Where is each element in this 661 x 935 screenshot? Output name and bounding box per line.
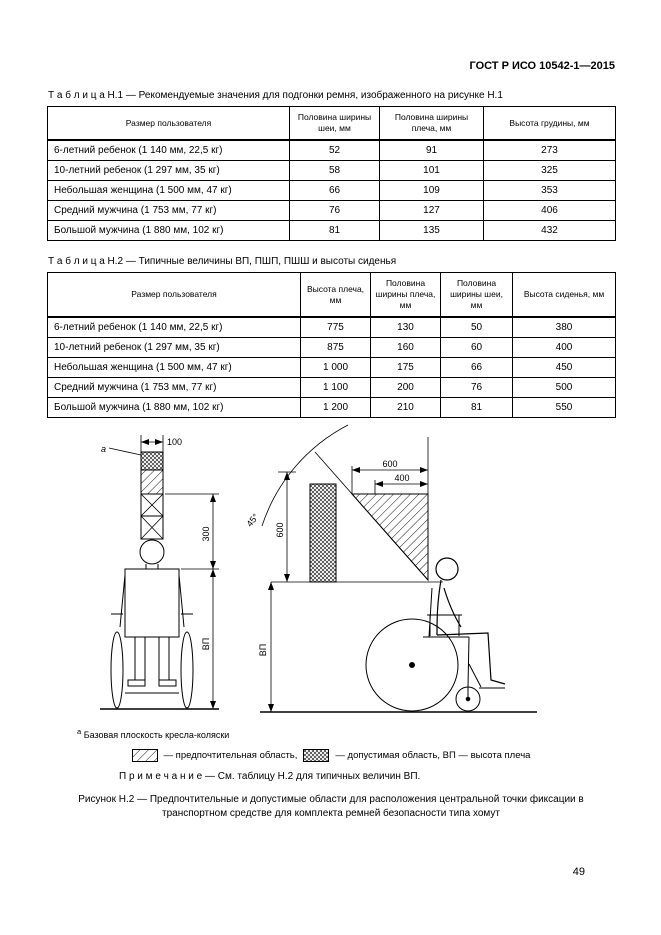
table-cell: 130 xyxy=(371,317,441,338)
table-cell: 353 xyxy=(484,181,616,201)
table-cell: 406 xyxy=(484,201,616,221)
dim-label-vp-side: ВП xyxy=(258,643,268,657)
table-cell: 1 100 xyxy=(301,378,371,398)
doc-number: ГОСТ Р ИСО 10542-1—2015 xyxy=(469,60,615,72)
column-header: Высота плеча, мм xyxy=(301,273,371,318)
table-h1 xyxy=(47,106,616,241)
table-cell: Небольшая женщина (1 500 мм, 47 кг) xyxy=(48,358,301,378)
column-header: Половина ширины плеча, мм xyxy=(380,107,484,141)
table-h2-header-row xyxy=(48,273,616,318)
table-cell: 101 xyxy=(380,161,484,181)
figure-note: П р и м е ч а н и е — См. таблицу Н.2 для типичных величин ВП. xyxy=(119,771,421,783)
column-header: Высота грудины, мм xyxy=(484,107,616,141)
dim-label-300: 300 xyxy=(201,526,211,542)
table-cell: 325 xyxy=(484,161,616,181)
column-header: Половина ширины плеча, мм xyxy=(371,273,441,318)
column-header: Высота сиденья, мм xyxy=(513,273,616,318)
dim-label-600-top: 600 xyxy=(382,459,398,470)
table-cell: 52 xyxy=(290,140,380,161)
page-content xyxy=(47,90,615,820)
figure-h2-drawing xyxy=(75,422,615,722)
front-view-person xyxy=(120,540,184,686)
table-cell: 50 xyxy=(441,317,513,338)
table-h1-caption: Т а б л и ц а Н.1 — Рекомендуемые значения для подгонки ремня, изображенного на рисунке Н.1 xyxy=(48,90,503,101)
legend-preferred-swatch xyxy=(132,749,158,762)
table-row xyxy=(48,398,616,418)
dim-600-top xyxy=(352,466,428,494)
table-cell: 10-летний ребенок (1 297 мм, 35 кг) xyxy=(48,161,290,181)
table-cell: 450 xyxy=(513,358,616,378)
footnote-marker: а xyxy=(77,727,82,737)
dim-100 xyxy=(141,435,163,452)
table-cell: 66 xyxy=(441,358,513,378)
dim-label-600-vertical: 600 xyxy=(275,522,285,538)
footnote-text: Базовая плоскость кресла-коляски xyxy=(83,730,230,741)
side-view-wheelchair xyxy=(366,588,505,711)
table-cell: 6-летний ребенок (1 140 мм, 22,5 кг) xyxy=(48,317,301,338)
strap-band xyxy=(141,452,163,539)
leader-a-line xyxy=(109,448,141,455)
table-cell: 135 xyxy=(380,221,484,241)
table-cell: Небольшая женщина (1 500 мм, 47 кг) xyxy=(48,181,290,201)
table-cell: Средний мужчина (1 753 мм, 77 кг) xyxy=(48,201,290,221)
table-cell: 10-летний ребенок (1 297 мм, 35 кг) xyxy=(48,338,301,358)
table-row xyxy=(48,358,616,378)
table-row xyxy=(48,181,616,201)
table-cell: 160 xyxy=(371,338,441,358)
table-cell: 109 xyxy=(380,181,484,201)
table-cell: Большой мужчина (1 880 мм, 102 кг) xyxy=(48,398,301,418)
table-cell: 210 xyxy=(371,398,441,418)
angle-45-label: 45° xyxy=(244,511,261,529)
table-cell: 1 200 xyxy=(301,398,371,418)
table-row xyxy=(48,140,616,161)
table-cell: 76 xyxy=(290,201,380,221)
table-cell: 775 xyxy=(301,317,371,338)
table-cell: 875 xyxy=(301,338,371,358)
allowed-area xyxy=(310,484,336,582)
front-view xyxy=(100,435,219,709)
side-view xyxy=(245,425,537,712)
table-row xyxy=(48,338,616,358)
table-cell: 60 xyxy=(441,338,513,358)
table-cell: 81 xyxy=(290,221,380,241)
table-cell: 66 xyxy=(290,181,380,201)
table-cell: 175 xyxy=(371,358,441,378)
column-header: Размер пользователя xyxy=(48,273,301,318)
table-h2-caption: Т а б л и ц а Н.2 — Типичные величины ВП, ПШП, ПШШ и высоты сиденья xyxy=(48,256,397,268)
table-cell: 91 xyxy=(380,140,484,161)
dim-label-100: 100 xyxy=(167,437,183,448)
table-cell: 6-летний ребенок (1 140 мм, 22,5 кг) xyxy=(48,140,290,161)
table-row xyxy=(48,201,616,221)
table-row xyxy=(48,221,616,241)
figure-legend xyxy=(47,749,615,762)
dim-label-vp-front: ВП xyxy=(201,637,211,651)
dim-label-400: 400 xyxy=(394,473,410,484)
column-header: Половина ширины шеи, мм xyxy=(290,107,380,141)
legend-preferred-label: — предпочтительная область, xyxy=(163,750,298,762)
column-header: Половина ширины шеи, мм xyxy=(441,273,513,318)
column-header: Размер пользователя xyxy=(48,107,290,141)
page-number: 49 xyxy=(572,866,585,878)
table-cell: 273 xyxy=(484,140,616,161)
table-row xyxy=(48,317,616,338)
table-cell: 76 xyxy=(441,378,513,398)
table-cell: 550 xyxy=(513,398,616,418)
figure-footnote xyxy=(77,727,615,740)
table-h2 xyxy=(47,272,616,418)
figure-caption: Рисунок Н.2 — Предпочтительные и допустимые области для расположения центральной точки фиксации в транспортном средстве для комплекта ремней безопасности типа хомут xyxy=(78,794,584,819)
table-cell: 127 xyxy=(380,201,484,221)
table-cell: 380 xyxy=(513,317,616,338)
table-cell: 58 xyxy=(290,161,380,181)
table-cell: 432 xyxy=(484,221,616,241)
table-cell: 1 000 xyxy=(301,358,371,378)
table-cell: Большой мужчина (1 880 мм, 102 кг) xyxy=(48,221,290,241)
table-row xyxy=(48,161,616,181)
table-cell: Средний мужчина (1 753 мм, 77 кг) xyxy=(48,378,301,398)
legend-allowed-label: — допустимая область, ВП — высота плеча xyxy=(335,750,531,762)
table-cell: 400 xyxy=(513,338,616,358)
table-cell: 81 xyxy=(441,398,513,418)
table-cell: 500 xyxy=(513,378,616,398)
leader-a-label: а xyxy=(101,444,107,455)
legend-allowed-swatch xyxy=(303,749,329,762)
table-cell: 200 xyxy=(371,378,441,398)
table-row xyxy=(48,378,616,398)
table-h1-header-row xyxy=(48,107,616,141)
figure-h2 xyxy=(75,422,615,727)
